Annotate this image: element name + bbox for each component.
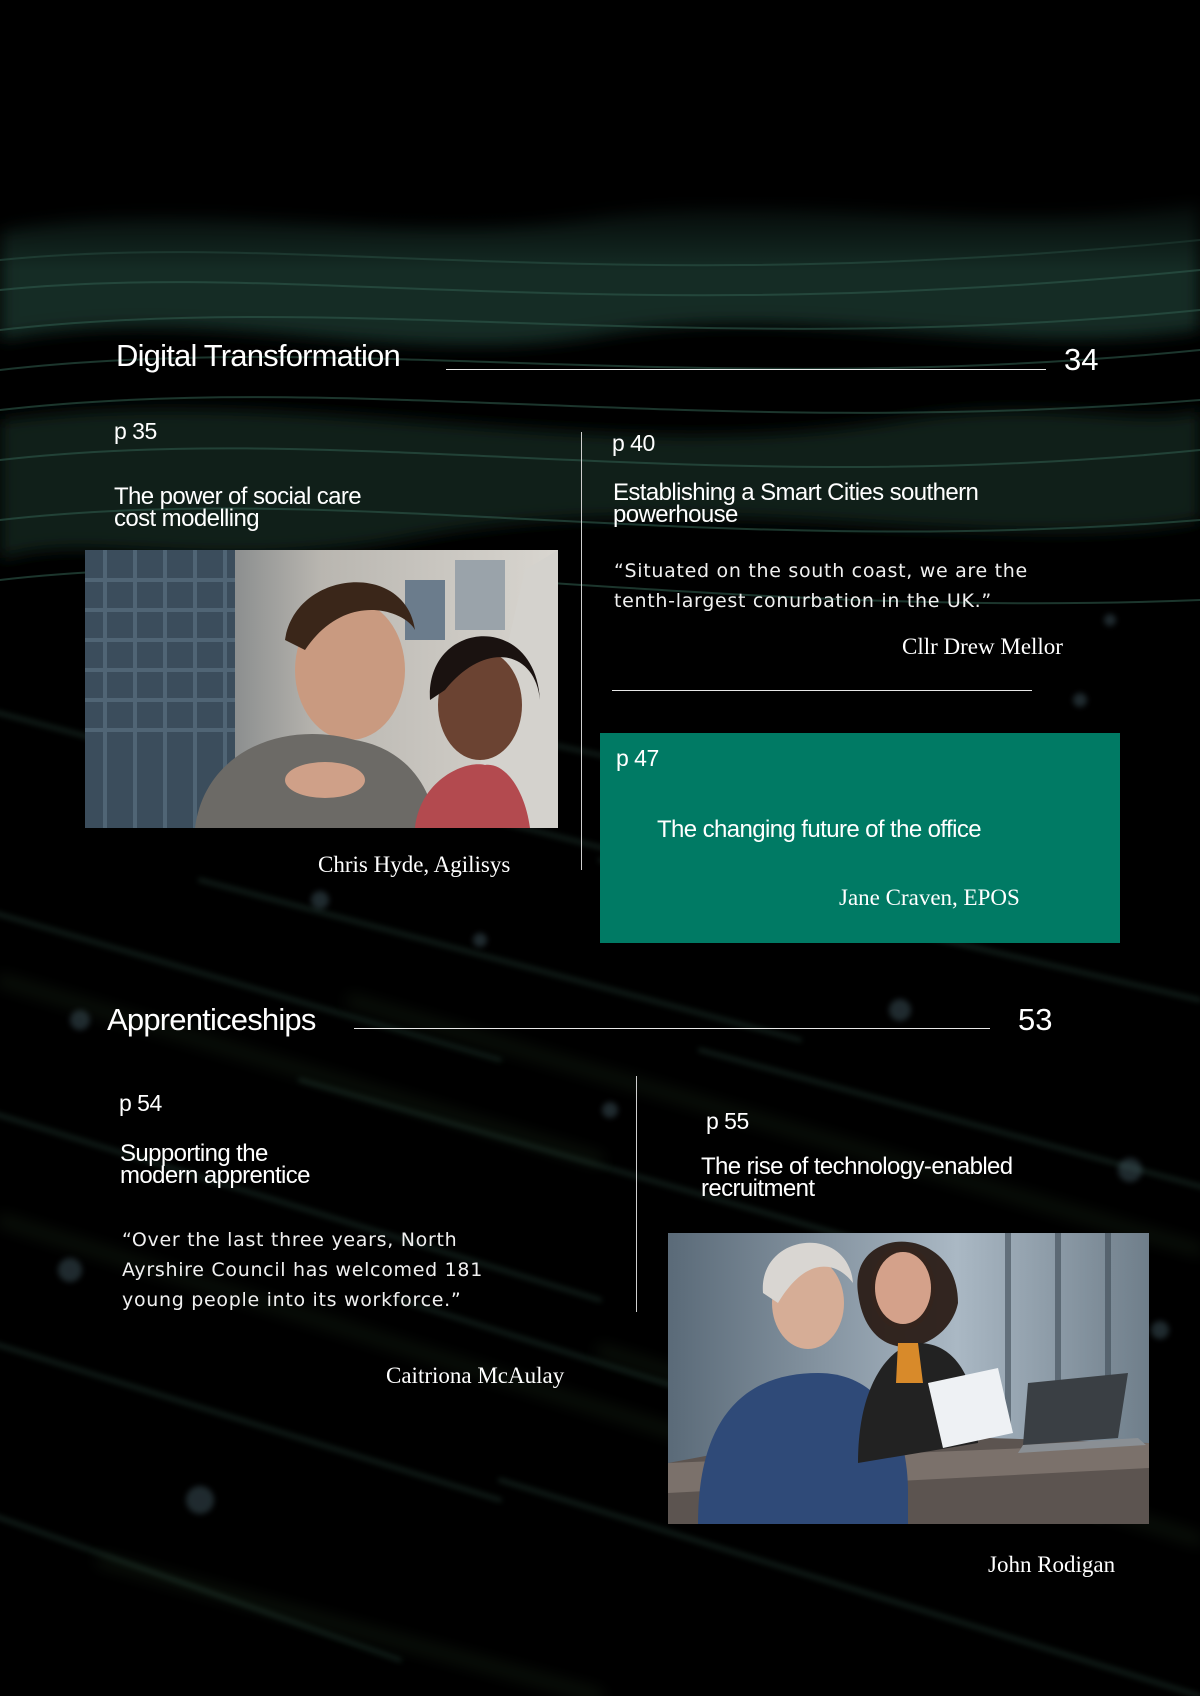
article-page-number: p 47 xyxy=(616,745,659,771)
article-byline: John Rodigan xyxy=(988,1552,1116,1577)
section-page-number: 34 xyxy=(1064,342,1099,377)
article-pull-quote xyxy=(122,1225,483,1315)
article-byline: Caitriona McAulay xyxy=(386,1363,565,1388)
headline-line: The power of social care xyxy=(114,483,362,510)
article-photo-women-reviewing-document xyxy=(668,1233,1149,1524)
headline-line: modern apprentice xyxy=(120,1162,310,1189)
quote-line: “Over the last three years, North xyxy=(122,1229,458,1251)
article-headline[interactable] xyxy=(120,1140,310,1189)
section-page-number: 53 xyxy=(1018,1002,1053,1037)
article-pull-quote xyxy=(614,556,1028,616)
article-byline: Jane Craven, EPOS xyxy=(839,885,1020,910)
article-page-number: p 40 xyxy=(612,430,655,456)
column-divider xyxy=(581,432,582,870)
section-title-digital-transformation: Digital Transformation xyxy=(116,338,400,373)
article-photo-colleagues-at-screen xyxy=(85,550,558,828)
article-headline[interactable] xyxy=(701,1153,1013,1202)
article-page-number: p 54 xyxy=(119,1090,162,1116)
headline-line: recruitment xyxy=(701,1175,815,1202)
article-headline[interactable] xyxy=(114,483,362,532)
section-divider xyxy=(446,369,1046,370)
article-divider xyxy=(612,690,1032,691)
article-headline[interactable] xyxy=(613,479,979,528)
column-divider xyxy=(636,1076,637,1312)
headline-line: cost modelling xyxy=(114,505,260,532)
featured-article-box[interactable] xyxy=(600,733,1120,943)
article-page-number: p 35 xyxy=(114,418,157,444)
article-byline: Chris Hyde, Agilisys xyxy=(318,852,511,877)
headline-line: Establishing a Smart Cities southern xyxy=(613,479,979,506)
headline-line: The rise of technology-enabled xyxy=(701,1153,1013,1180)
quote-line: “Situated on the south coast, we are the xyxy=(614,560,1028,582)
article-byline: Cllr Drew Mellor xyxy=(902,634,1063,659)
quote-line: young people into its workforce.” xyxy=(122,1289,462,1311)
article-page-number: p 55 xyxy=(706,1108,749,1134)
section-divider xyxy=(354,1028,990,1029)
quote-line: Ayrshire Council has welcomed 181 xyxy=(122,1259,483,1281)
quote-line: tenth-largest conurbation in the UK.” xyxy=(614,590,992,612)
section-title-apprenticeships: Apprenticeships xyxy=(107,1002,316,1037)
headline-line: powerhouse xyxy=(613,501,738,528)
article-headline: The changing future of the office xyxy=(657,816,981,843)
headline-line: Supporting the xyxy=(120,1140,268,1167)
